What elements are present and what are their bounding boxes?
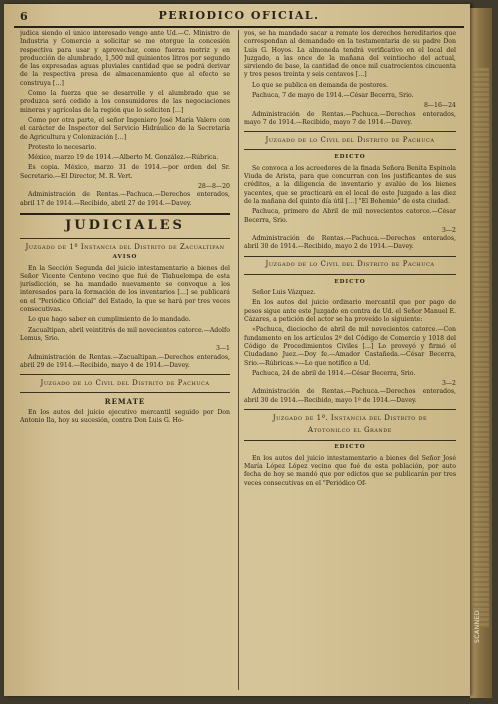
intro-paragraph-1: judica siendo el único interesado vengo ante Ud.—C. Ministro de Industria y Comercio a solicitar se me otorgue la concesión respectiva para usar y aprovechar, como fuerza motriz y en producción de alumbrado, 1,500 mil quinientos litros por segundo de las expresadas aguas pluviales cantidad que se podrá derivar de la respectiva presa de almacenamiento que al efecto se construya […] [20, 30, 230, 87]
divider [20, 238, 230, 239]
header-rule [14, 26, 464, 28]
aviso-text: En la Sección Segunda del juicio intestamentario a bienes del Señor Vicente Centeno vecino que fué de Tlahuelompa de esta jurisdicción, se ha mandado nuevamente se convoque a los interesados para la formación de los inventarios […] se publicará en el "Periódico Oficial" del Estado, la que se hará por tres veces consecutivas. [20, 264, 230, 314]
court-heading-zacualtipan: Juzgado de 1ª Instancia del Distrito de Zacualtipan [25, 242, 225, 251]
edicto-text-1: Se convoca a los acreedores de la finada Señora Benita Espinola Viuda de Arista, para que concurran con los justificantes de sus créditos, a la diligencia de inventario y avalúo de los bienes yacentes, que se practicará en el local de este Juzgado a las diez de la mañana del quinto día útil […] "El Bohemio" de esta ciudad. [244, 164, 456, 205]
edicto-ref-2: 3—2 [441, 380, 456, 388]
admin-note-4: Administración de Rentas.—Pachuca.—Derechos enterados, abril 30 de 1914.—Recibido, mayo 2 de 1914.—Davey. [244, 235, 456, 251]
admin-note-1: Administración de Rentas.—Pachuca.—Derechos enterados, abril 17 de 1914.—Recibido, abril 27 de 1914.—Davey. [20, 191, 230, 207]
divider [244, 274, 456, 275]
judiciales-heading: JUDICIALES [65, 217, 185, 233]
admin-note-5: Administración de Rentas.—Pachuca.—Derechos enterados, abril 30 de 1914.—Recibido, mayo 1º de 1914.—Davey. [244, 388, 456, 404]
copy-ref: 28—8—20 [197, 183, 230, 191]
remate-heading: REMATE [104, 397, 146, 407]
edicto-decree: «Pachuca, dieciocho de abril de mil novecientos catorce.—Con fundamento en los artículos 2º del Código de Comercio y 1018 del Código de Procedimientos Civiles […] Lo proveyó y firmó el Ciudadano Juez.—Doy fe.—Amador Castañeda.—César Becerra, Srio.—Rúbricas.»—Lo que notifico a Ud. [244, 326, 456, 367]
section-rule [20, 213, 230, 215]
court-heading-pachuca-3: Juzgado de lo Civil del Distrito de Pachuca [265, 260, 435, 269]
remate-date: Pachuca, 7 de mayo de 1914.—César Becerra, Srio. [252, 92, 414, 100]
aviso-ref: 3—1 [215, 345, 230, 353]
intro-paragraph-2: Como la fuerza que se desarrolle y el alumbrado que se produzca será cedido a los consumidores de las negociaciones mineras y agrícolas de la región que lo soliciten […] [20, 90, 230, 114]
admin-note-3: Administración de Rentas.—Pachuca.—Derechos enterados, mayo 7 de 1914.—Recibido, mayo 7 de 1914.—Davey. [244, 110, 456, 126]
aviso-date: Zacualtipan, abril veintitrés de mil novecientos catorce.—Adolfo Lemus, Srio. [20, 326, 230, 342]
aviso-close: Lo que hago saber en cumplimiento de lo mandado. [28, 316, 191, 324]
aviso-heading: AVISO [112, 254, 138, 261]
court-heading-atotonilco-2: Atotonilco el Grande [308, 426, 392, 435]
page-number: 6 [20, 10, 28, 23]
remate-text: En los autos del juicio ejecutivo mercantil seguido por Don Antonio Ila, hoy su sucesión, contra Don Luis G. Ho- [20, 408, 230, 424]
divider [244, 131, 456, 132]
left-column [20, 30, 230, 690]
remate-ref: 8—16—24 [423, 102, 456, 110]
admin-note-2: Administración de Rentas.—Zacualtipan.—Derechos enterados, abril 29 de 1914.—Recibido, mayo 4 de 1914.—Davey. [20, 353, 230, 369]
book-edge [470, 8, 492, 698]
edge-stripe [473, 68, 489, 628]
newspaper-page [4, 4, 470, 696]
petition-date: México, marzo 19 de 1914.—Alberto M. González.—Rúbrica. [28, 154, 219, 162]
divider [244, 409, 456, 410]
scan-label: SCANNED [474, 610, 481, 643]
divider [244, 440, 456, 441]
edicto-ref-1: 3—2 [441, 226, 456, 234]
edicto-heading-3: EDICTO [334, 444, 366, 451]
edicto-heading-1: EDICTO [334, 154, 366, 161]
court-heading-pachuca-2: Juzgado de lo Civil del Distrito de Pachuca [265, 136, 435, 145]
intro-paragraph-4: Protesto lo necesario. [28, 143, 97, 151]
divider [20, 392, 230, 393]
edicto-text-3: En los autos del juicio intestamentario a bienes del Señor José María López López vecino que fué de esta población, por auto fecha de hoy se mandó que por edictos que se publicarán por tres veces consecutivas en el "Periódico Of- [244, 454, 456, 487]
intro-paragraph-3: Como por otra parte, el señor Ingeniero José María Valero con el carácter de Inspector del Servicio Hidráulico de la Secretaría de Agricultura y Colonización […] [20, 116, 230, 141]
copy-note: Es copia. México, marzo 31 de 1914.—por orden del Sr. Secretario.—El Director, M. R. Vert. [20, 164, 230, 180]
divider [244, 149, 456, 150]
edicto-heading-2: EDICTO [334, 278, 366, 285]
remate-close: Lo que se publica en demanda de postores. [252, 81, 388, 89]
court-heading-atotonilco: Juzgado de 1ª. Instancia del Distrito de [272, 413, 428, 422]
edicto-addressee: Señor Luis Vázquez. [252, 289, 316, 297]
court-heading-pachuca: Juzgado de lo Civil del Distrito de Pachuca [40, 378, 210, 387]
remate-continued: yos, se ha mandado sacar a remate los derechos hereditarios que correspondan al demandado en la testamentaria de su padre Don Luis G. Hoyos. La almoneda tendrá verificativo en el local del Juzgado, a las once de la mañana del veintiocho del actual, sirviendo de base, la cantidad de once mil cuatrocientos cincuenta y tres pesos treinta y seis centavos […] [244, 30, 456, 79]
divider [244, 256, 456, 257]
page-header [14, 8, 464, 26]
edicto-date-2: Pachuca, 24 de abril de 1914.—César Becerra, Srio. [252, 369, 416, 377]
right-column [244, 30, 456, 690]
edicto-text-2: En los autos del juicio ordinario mercantil que por pago de pesos sigue ante este Juzgado en contra de Ud. el Señor Manuel E. Cázares, a petición del actor se ha proveído lo siguiente: [244, 299, 456, 324]
divider [20, 374, 230, 375]
column-divider [238, 30, 239, 690]
paper-title: PERIODICO OFICIAL. [158, 9, 320, 22]
edicto-date-1: Pachuca, primero de Abril de mil novecientos catorce.—César Becerra, Srio. [244, 208, 456, 224]
